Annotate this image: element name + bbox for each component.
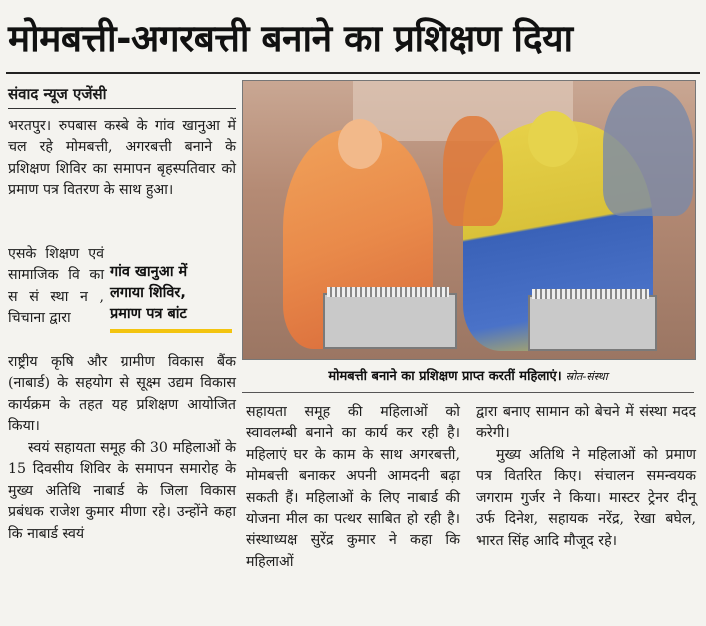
col2-paragraph-1: सहायता समूह की महिलाओं को स्वावलम्बी बनाने का कार्य कर रही है। महिलाएं घर के काम के साथ अगरबत्ती, मोमबत्ती बनाकर अपनी आमदनी बढ़ा सकती हैं। महिलाओं के लिए नाबार्ड की योजना मील का पत्थर साबित हो रही है। संस्थाध्यक्ष सुरेंद्र कुमार ने कहा कि महिलाओं [246, 404, 460, 570]
caption-rule [242, 392, 694, 393]
pull-quote-line-3: प्रमाण पत्र बांट [110, 306, 187, 322]
headline-rule [6, 72, 700, 74]
photo-woman-back [443, 116, 503, 226]
photo-candle-wicks-left [327, 287, 449, 297]
photo-candle-mould-right [528, 295, 657, 351]
pull-quote-line-1: गांव खानुआ में [110, 264, 188, 280]
news-photo [242, 80, 696, 360]
photo-caption-text: मोमबत्ती बनाने का प्रशिक्षण प्राप्त करतीं महिलाएं। [328, 369, 562, 384]
byline-rule [8, 108, 236, 109]
col3-paragraph-1: द्वारा बनाए सामान को बेचने में संस्था मदद करेगी। [476, 404, 696, 442]
col3-paragraph-2: मुख्य अतिथि ने महिलाओं को प्रमाण पत्र वितरित किए। संचालन समन्वयक जगराम गुर्जर ने किया। मास्टर ट्रेनर दीनू उर्फ दिनेश, सहायक नरेंद्र, रेखा बघेल, भारत सिंह आदि मौजूद रहे। [476, 447, 696, 549]
col1-paragraph-3: स्वयं सहायता समूह की 30 महिलाओं के 15 दिवसीय शिविर के समापन समारोह के मुख्य अतिथि नाबार्ड के जिला विकास प्रबंधक राजेश कुमार मीणा रहे। उन्होंने कहा कि नाबार्ड स्वयं [8, 440, 236, 542]
pull-quote [110, 262, 234, 325]
pull-quote-line-2: लगाया शिविर, [110, 285, 186, 301]
byline-agency: संवाद न्यूज एजेंसी [8, 85, 107, 103]
col1-paragraph-2-cont: राष्ट्रीय कृषि और ग्रामीण विकास बैंक (नाबार्ड) के सहयोग से सूक्ष्म उद्यम विकास कार्यक्रम के तहत यह प्रशिक्षण आयोजित किया। [8, 354, 236, 435]
photo-woman-right-head [528, 111, 578, 167]
photo-people-background [603, 86, 693, 216]
photo-credit: स्रोत-संस्था [565, 370, 608, 383]
photo-caption [242, 366, 694, 384]
pull-quote-underline [110, 329, 232, 333]
photo-candle-mould-left [323, 293, 457, 349]
headline: मोमबत्ती-अगरबत्ती बनाने का प्रशिक्षण दिया [8, 17, 573, 60]
col1-paragraph-1: भरतपुर। रुपबास कस्बे के गांव खानुआ में चल रहे मोमबत्ती, अगरबत्ती बनाने के प्रशिक्षण शिविर का समापन बृहस्पतिवार को प्रमाण पत्र वितरण के साथ हुआ। [8, 118, 236, 199]
col1-paragraph-2-narrow: एसके शिक्षण एवं सामाजिक वि का स सं स्था न , चिचाना द्वारा [8, 246, 104, 327]
photo-candle-wicks-right [532, 289, 649, 299]
photo-woman-left-head [338, 119, 382, 169]
